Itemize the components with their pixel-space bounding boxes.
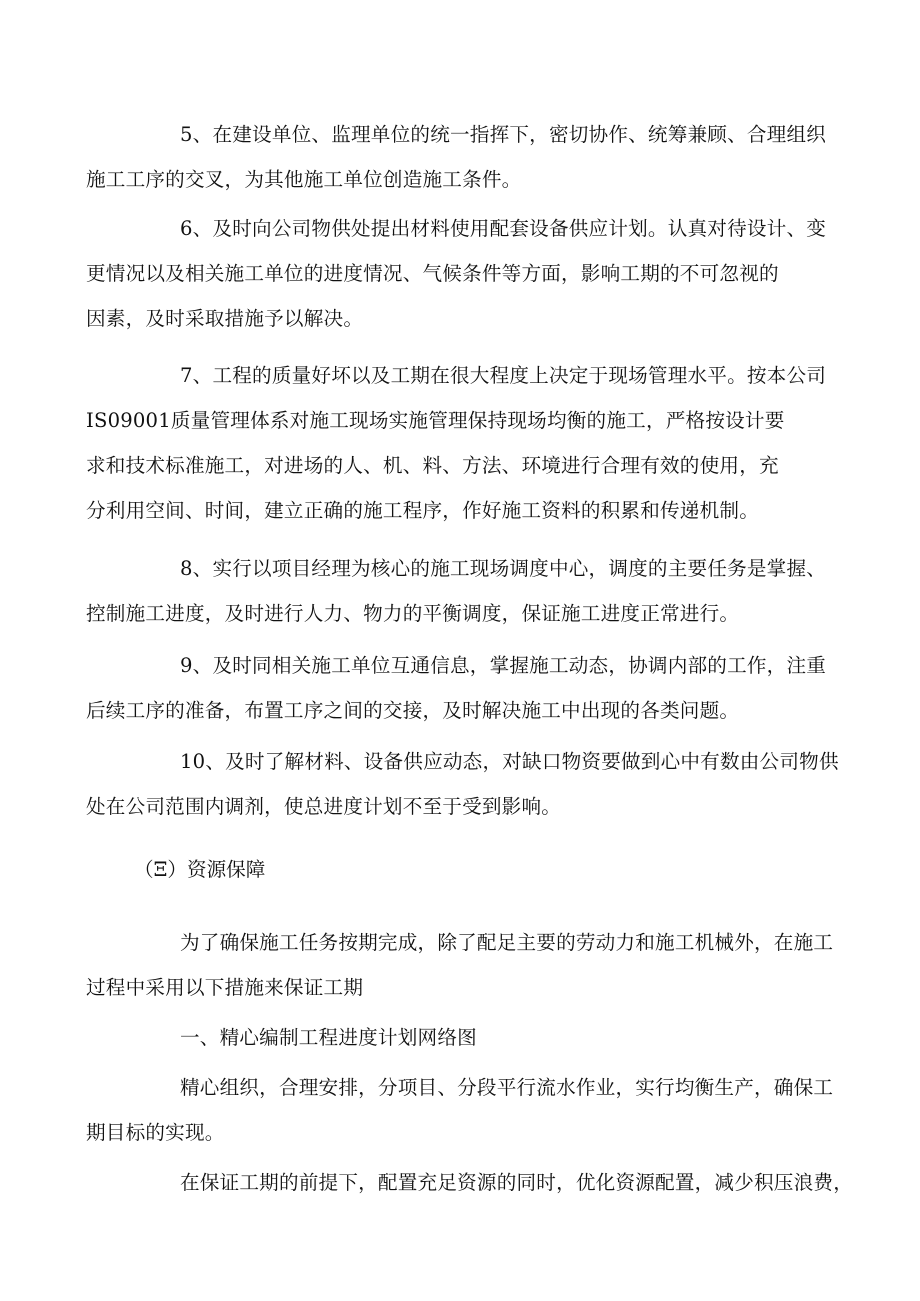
- text-line: 因素，及时采取措施予以解决。: [86, 307, 364, 330]
- text-line: 8、实行以项目经理为核心的施工现场调度中心，调度的主要任务是掌握、: [180, 557, 827, 580]
- subheading-progress-plan: [86, 1015, 834, 1060]
- text-line: 精心组织，合理安排，分项目、分段平行流水作业，实行均衡生产，确保工: [180, 1076, 834, 1099]
- text-line: 10、及时了解材料、设备供应动态，对缺口物资要做到心中有数由公司物供: [180, 750, 839, 773]
- text-line: 为了确保施工任务按期完成，除了配足主要的劳动力和施工机械外，在施工: [180, 931, 834, 954]
- text-line: 控制施工进度，及时进行人力、物力的平衡调度，保证施工进度正常进行。: [86, 602, 740, 625]
- text-line: 后续工序的准备，布置工序之间的交接，及时解决施工中出现的各类问题。: [86, 699, 740, 722]
- paragraph-item-5: [86, 112, 834, 202]
- text-line: 更情况以及相关施工单位的进度情况、气候条件等方面，影响工期的不可忽视的: [86, 262, 779, 285]
- section-heading: （Ξ）资源保障: [134, 858, 266, 881]
- text-line: 分利用空间、时间，建立正确的施工程序，作好施工资料的积累和传递机制。: [86, 499, 759, 522]
- paragraph-item-10: [86, 739, 839, 829]
- text-line: 在保证工期的前提下，配置充足资源的同时，优化资源配置，减少积压浪费，: [180, 1171, 853, 1194]
- text-line: 处在公司范围内调剂，使总进度计划不至于受到影响。: [86, 795, 562, 818]
- text-line: 6、及时向公司物供处提出材料使用配套设备供应计划。认真对待设计、变: [180, 217, 827, 240]
- paragraph-item-6: [86, 206, 834, 341]
- paragraph-resources: [86, 1160, 853, 1205]
- text-line: 求和技术标准施工，对进场的人、机、料、方法、环境进行合理有效的使用，充: [86, 454, 779, 477]
- text-line: 5、在建设单位、监理单位的统一指挥下，密切协作、统筹兼顾、合理组织: [180, 123, 827, 146]
- text-line: IS09001质量管理体系对施工现场实施管理保持现场均衡的施工，严格按设计要: [86, 409, 785, 432]
- paragraph-section-intro: [86, 920, 834, 1010]
- text-line: 施工工序的交叉，为其他施工单位创造施工条件。: [86, 168, 522, 191]
- text-line: 一、精心编制工程进度计划网络图: [180, 1026, 477, 1049]
- text-line: 9、及时同相关施工单位互通信息，掌握施工动态，协调内部的工作，注重: [180, 654, 827, 677]
- text-line: 期目标的实现。: [86, 1121, 225, 1144]
- paragraph-item-7: [86, 353, 834, 533]
- paragraph-item-9: [86, 643, 834, 733]
- text-line: 过程中采用以下措施来保证工期: [86, 976, 364, 999]
- paragraph-organization: [86, 1065, 834, 1155]
- paragraph-item-8: [86, 546, 834, 636]
- text-line: 7、工程的质量好坏以及工期在很大程度上决定于现场管理水平。按本公司: [180, 364, 827, 387]
